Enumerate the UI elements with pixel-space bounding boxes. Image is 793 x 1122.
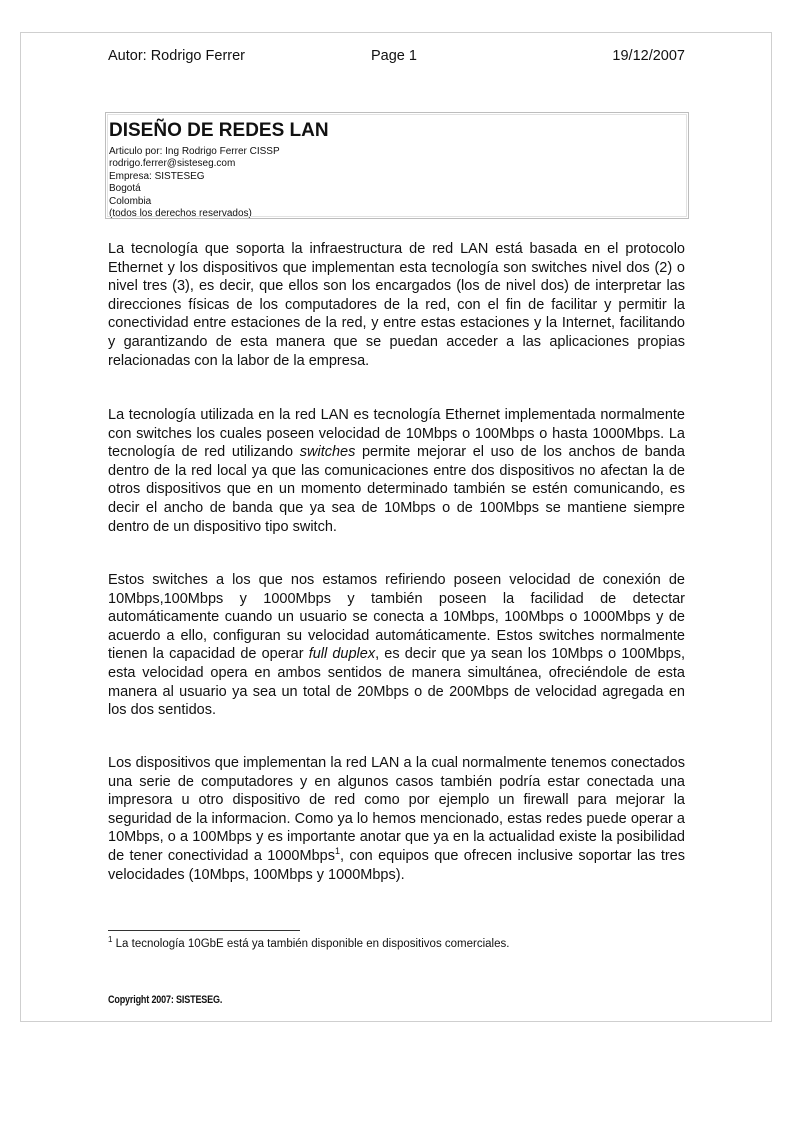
footnote-marker: 1	[108, 935, 113, 945]
footnote-separator	[108, 930, 300, 931]
company-line: Empresa: SISTESEG	[109, 170, 205, 182]
paragraph-4-text-b: , con equipos que ofrecen inclusive soportar las tres velocidades (10Mbps, 100Mbps y 1000Mbps).	[108, 847, 685, 883]
paragraph-3-text-b: , es decir que ya sean los 10Mbps o 100Mbps, esta velocidad opera en ambos sentidos de manera simultánea, ofreciéndole de esta manera al usuario ya sea un total de 20Mbps o de 200Mbps de velocidad agregada en los dos sentidos.	[108, 646, 686, 719]
paragraph-4-text-a: Los dispositivos que implementan la red LAN a la cual normalmente tenemos conectados una serie de computadores y en algunos casos también podría estar conectada una impresora u otro dispositivo de red como por ejemplo un firewall para mejorar la seguridad de la informacion. Como ya lo hemos mencionado, estas redes puede operar a 10Mbps, o a 100Mbps y es importante anotar que ya en la actualidad existe la posibilidad de tener conectividad a 1000Mbps	[108, 755, 685, 864]
footnote-reference: 1	[334, 846, 340, 857]
paragraph-2-emphasis: switches	[299, 444, 356, 461]
email-line: rodrigo.ferrer@sisteseg.com	[109, 158, 236, 170]
paragraph-3	[108, 571, 685, 720]
country-line: Colombia	[109, 195, 152, 207]
page-header	[108, 48, 685, 68]
rights-line: (todos los derechos reservados)	[109, 208, 252, 220]
paragraph-3-emphasis: full duplex	[308, 646, 376, 663]
copyright-footer: Copyright 2007: SISTESEG.	[108, 994, 223, 1006]
paragraph-2	[108, 406, 685, 536]
footnote	[108, 937, 509, 951]
author-line: Articulo por: Ing Rodrigo Ferrer CISSP	[109, 146, 280, 157]
city-line: Bogotá	[109, 183, 141, 195]
title-box	[105, 112, 689, 219]
header-date: 19/12/2007	[612, 48, 685, 64]
footnote-text: La tecnología 10GbE está ya también disponible en dispositivos comerciales.	[112, 938, 510, 950]
header-page-number: Page 1	[371, 48, 417, 64]
paragraph-3-text-a: Estos switches a los que nos estamos refiriendo poseen velocidad de conexión de 10Mbps,100Mbps y 1000Mbps y también poseen la facilidad de detectar automáticamente cuando un usuario se conecta a 10Mbps, 100Mbps o 1000Mbps y de acuerdo a ello, configuran su velocidad automáticamente. Estos switches normalmente tienen la capacidad de operar	[108, 572, 685, 663]
header-author: Autor: Rodrigo Ferrer	[108, 48, 245, 64]
document-title: DISEÑO DE REDES LAN	[109, 120, 329, 141]
paragraph-2-text-b: permite mejorar el uso de los anchos de banda dentro de la red local ya que las comunicaciones entre dos dispositivos no afectan la de otros dispositivos que en un momento determinado también se estén comunicando, es decir el ancho de banda que ya sea de 10Mbps o de 100Mbps se mantiene siempre dentro de un dispositivo tipo switch.	[108, 444, 685, 535]
paragraph-4	[108, 754, 685, 884]
paragraph-2-text-a: La tecnología utilizada en la red LAN es tecnología Ethernet implementada normalmente con switches los cuales poseen velocidad de 10Mbps o 100Mbps o hasta 1000Mbps. La tecnología de red utilizando	[108, 407, 685, 461]
paragraph-1: La tecnología que soporta la infraestructura de red LAN está basada en el protocolo Ethernet y los dispositivos que implementan esta tecnología son switches nivel dos (2) o nivel tres (3), es decir, que ellos son los encargados (los de nivel dos) de interpretar las direcciones físicas de los computadores de la red, con el fin de facilitar y permitir la conectividad entre estaciones de la red, y entre estas estaciones y la Internet, facilitando y garantizando de esta manera que se puedan acceder a las aplicaciones propias relacionadas con la labor de la empresa.	[108, 241, 685, 369]
